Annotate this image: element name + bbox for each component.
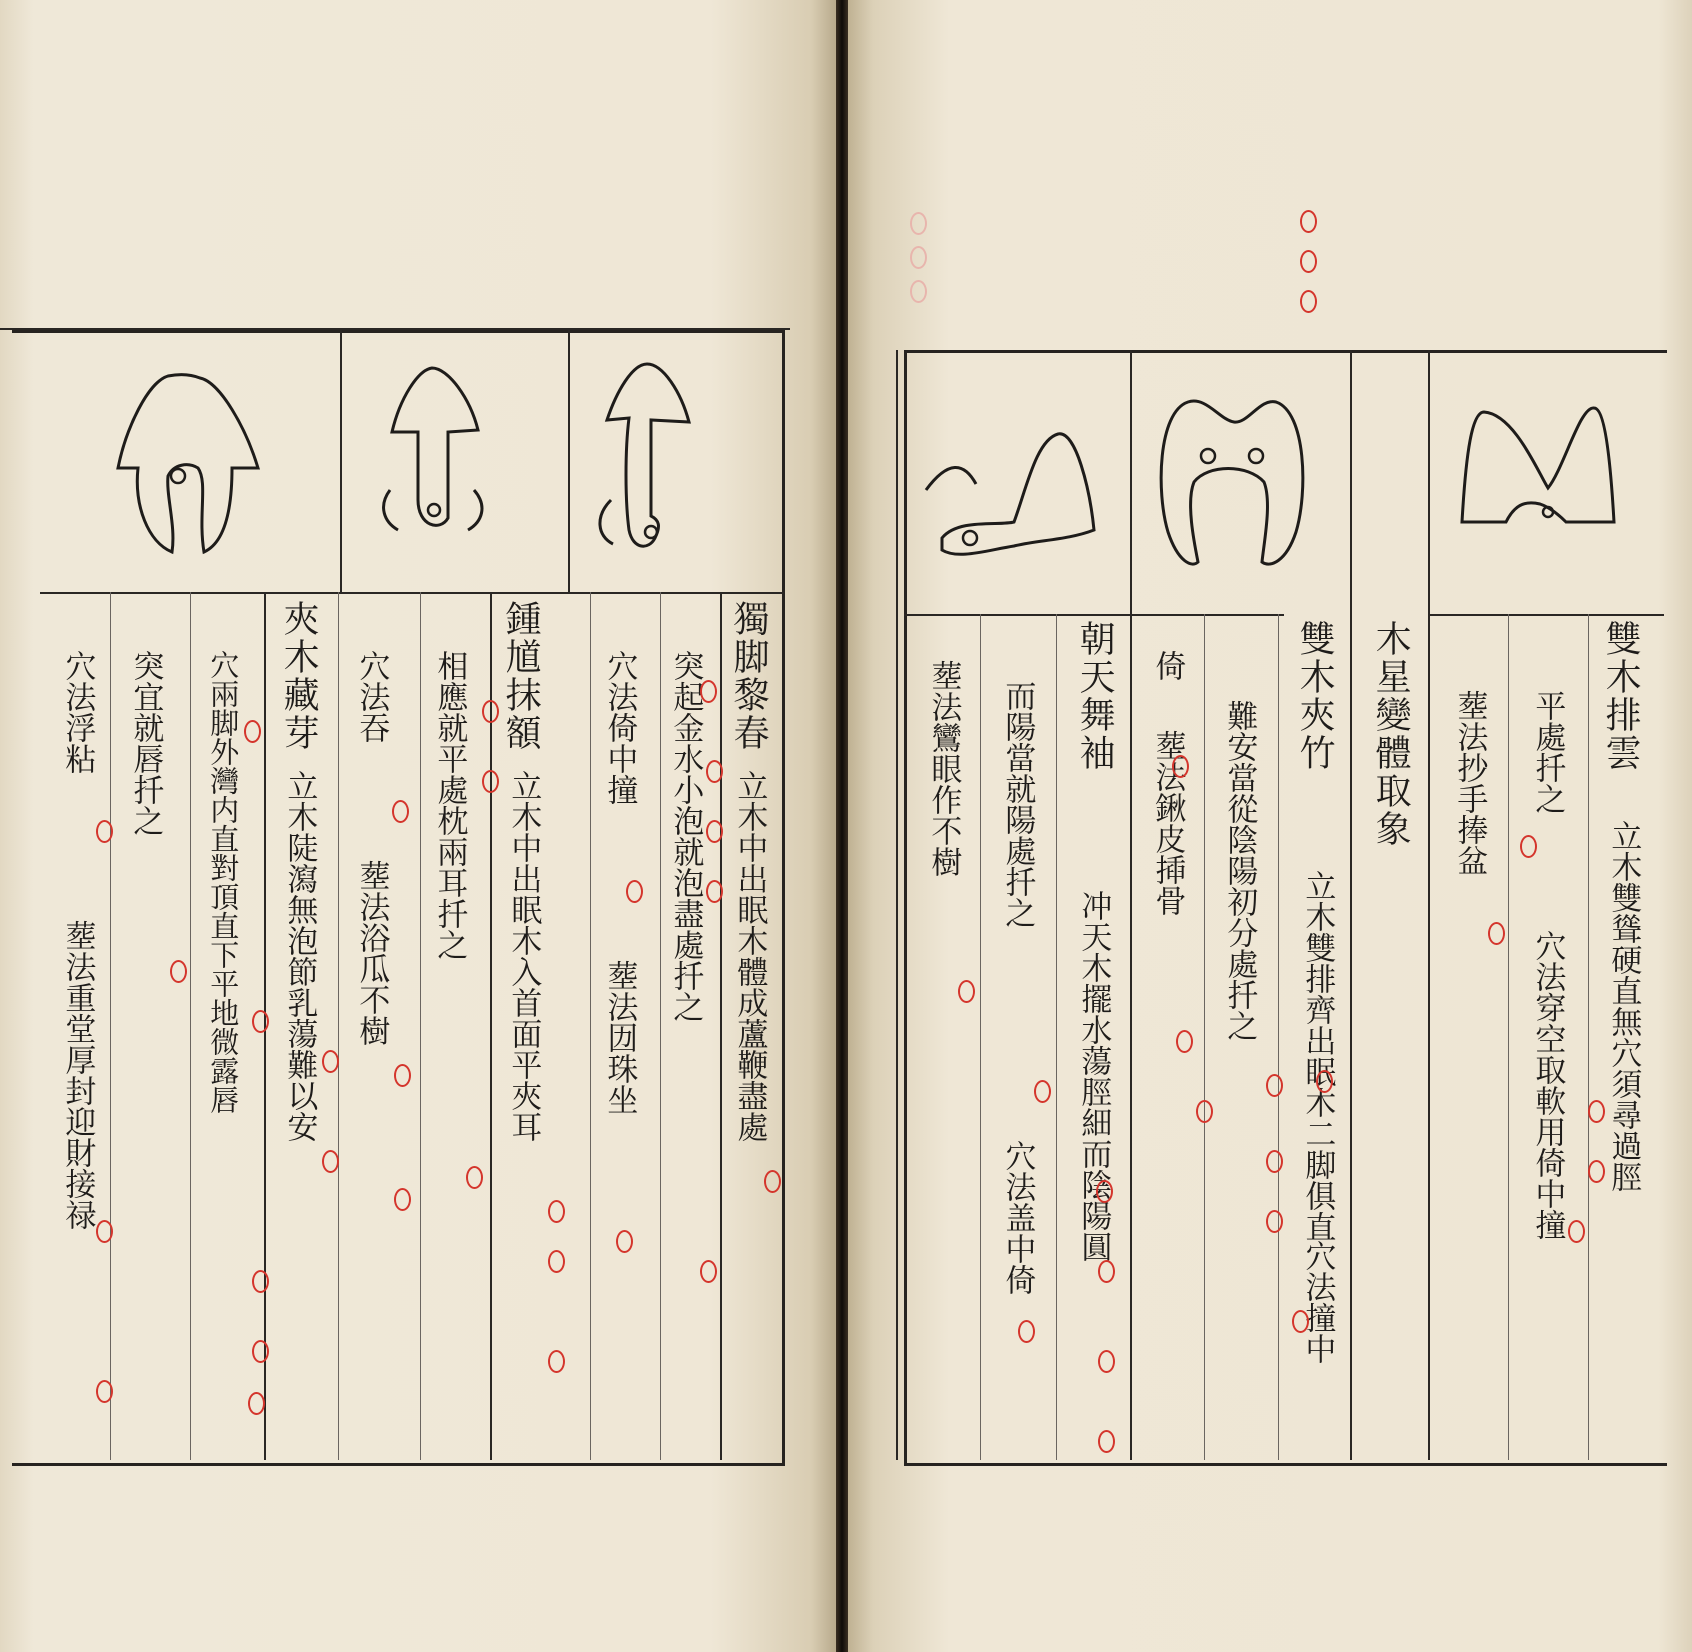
text-column bbox=[1524, 690, 1570, 814]
title-text: 獨脚黎春 bbox=[728, 600, 770, 752]
title-text: 雙木夾竹 bbox=[1294, 620, 1336, 772]
right-column-divider bbox=[1278, 614, 1279, 1460]
entry-title bbox=[1066, 620, 1122, 772]
line-text: 塟法浴瓜不樹 bbox=[353, 860, 390, 1046]
text-column bbox=[1600, 820, 1646, 1192]
red-circle-annotation bbox=[1266, 1074, 1283, 1097]
line-text: 平處扦之 bbox=[1529, 690, 1566, 814]
text-column bbox=[348, 860, 394, 1046]
mountain-diagram-hidden-bud bbox=[108, 356, 288, 566]
line-text: 穴兩脚外灣内直對頂直下平地微露唇 bbox=[206, 650, 241, 1114]
line-text: 穴法吞 bbox=[353, 650, 390, 743]
left-column-divider bbox=[660, 592, 661, 1460]
title-text: 鍾馗抹額 bbox=[500, 600, 542, 752]
mountain-diagram-twin-peaks bbox=[1444, 372, 1654, 572]
red-circle-annotation bbox=[548, 1350, 565, 1373]
red-circle-annotation bbox=[1196, 1100, 1213, 1123]
text-column bbox=[122, 650, 168, 836]
red-circle-annotation bbox=[394, 1188, 411, 1211]
red-circle-annotation bbox=[322, 1150, 339, 1173]
right-column-divider bbox=[1508, 614, 1509, 1460]
book-gutter bbox=[836, 0, 848, 1652]
red-circle-annotation bbox=[466, 1166, 483, 1189]
red-circle-annotation bbox=[482, 700, 499, 723]
red-circle-annotation bbox=[1316, 1070, 1333, 1093]
red-circle-annotation bbox=[170, 960, 187, 983]
red-circle-annotation bbox=[1098, 1260, 1115, 1283]
red-circle-annotation bbox=[1300, 250, 1317, 273]
line-text: 而陽當就陽處扦之 bbox=[999, 680, 1036, 928]
red-circle-annotation bbox=[1018, 1320, 1035, 1343]
right-column-divider bbox=[980, 614, 981, 1460]
right-column-divider bbox=[1130, 614, 1132, 1460]
right-page bbox=[848, 0, 1692, 1652]
text-column bbox=[994, 1140, 1040, 1295]
line-text: 穴法盖中倚 bbox=[999, 1140, 1036, 1295]
left-column-divider bbox=[590, 592, 591, 1460]
red-circle-annotation bbox=[322, 1050, 339, 1073]
left-page bbox=[0, 0, 836, 1652]
left-panel-divider bbox=[568, 330, 570, 592]
title-text: 夾木藏芽 bbox=[278, 600, 320, 752]
left-column-divider bbox=[338, 592, 339, 1460]
right-panel-divider bbox=[1350, 350, 1352, 1460]
text-column bbox=[276, 770, 322, 1142]
text-column bbox=[994, 680, 1040, 928]
left-column-divider bbox=[190, 592, 191, 1460]
line-text: 立木陡瀉無泡節乳蕩難以安 bbox=[281, 770, 318, 1142]
right-panel-divider bbox=[1130, 350, 1132, 614]
red-circle-annotation bbox=[482, 770, 499, 793]
title-text: 雙木排雲 bbox=[1600, 620, 1642, 772]
red-circle-annotation bbox=[1568, 1220, 1585, 1243]
line-text: 穴法穿空取軟用倚中撞 bbox=[1529, 930, 1566, 1240]
mountain-diagram-single-foot bbox=[585, 350, 715, 560]
mountain-diagram-zhong-kui bbox=[378, 350, 508, 560]
red-circle-annotation bbox=[700, 680, 717, 703]
text-column bbox=[1216, 700, 1262, 1041]
red-circle-annotation bbox=[706, 760, 723, 783]
entry-title bbox=[1286, 620, 1342, 772]
text-column bbox=[920, 660, 966, 877]
line-text: 塟法鸞眼作不樹 bbox=[925, 660, 962, 877]
right-panel-divider bbox=[1428, 350, 1430, 1460]
text-column bbox=[200, 650, 246, 1114]
text-column bbox=[596, 960, 642, 1115]
red-circle-annotation bbox=[96, 1380, 113, 1403]
text-column bbox=[662, 650, 708, 1022]
line-text: 突宜就唇扦之 bbox=[127, 650, 164, 836]
red-circle-annotation bbox=[392, 800, 409, 823]
line-text: 冲天木擺水蕩脛細而陰陽圓 bbox=[1075, 890, 1112, 1262]
line-text: 立木雙排齊出眠木二脚俱直 bbox=[1299, 870, 1336, 1242]
line-text: 難安當從陰陽初分處扦之 bbox=[1221, 700, 1258, 1041]
red-circle-annotation bbox=[248, 1392, 265, 1415]
line-text: 穴法倚中撞 bbox=[601, 650, 638, 805]
text-column bbox=[1294, 1240, 1340, 1364]
right-frame-outer bbox=[896, 350, 898, 1460]
mountain-diagram-dancing-sleeve bbox=[918, 400, 1123, 580]
red-circle-annotation bbox=[706, 820, 723, 843]
text-column bbox=[1524, 930, 1570, 1240]
faded-circle-annotation bbox=[910, 280, 927, 303]
line-text: 塟法重堂厚封迎財接禄 bbox=[59, 920, 96, 1230]
left-diagram-divider bbox=[40, 592, 784, 594]
line-text: 立木中出眠木體成蘆鞭盡處 bbox=[731, 770, 768, 1142]
red-circle-annotation bbox=[252, 1010, 269, 1033]
red-circle-annotation bbox=[1588, 1160, 1605, 1183]
line-text: 穴法浮粘 bbox=[59, 650, 96, 774]
red-circle-annotation bbox=[252, 1340, 269, 1363]
left-column-divider bbox=[420, 592, 421, 1460]
red-circle-annotation bbox=[548, 1250, 565, 1273]
red-circle-annotation bbox=[1292, 1310, 1309, 1333]
right-column-divider bbox=[1204, 614, 1205, 1460]
text-column bbox=[500, 770, 546, 1142]
red-circle-annotation bbox=[1172, 755, 1189, 778]
red-circle-annotation bbox=[1520, 835, 1537, 858]
red-circle-annotation bbox=[706, 880, 723, 903]
line-text: 立木中出眠木入首面平夾耳 bbox=[505, 770, 542, 1142]
entry-title bbox=[1592, 620, 1648, 772]
red-circle-annotation bbox=[244, 720, 261, 743]
left-column-divider bbox=[110, 592, 111, 1460]
section-heading bbox=[1360, 620, 1420, 848]
text-column bbox=[54, 650, 100, 774]
text-column bbox=[426, 650, 472, 960]
text-column bbox=[1446, 690, 1492, 876]
line-text: 穴法撞中 bbox=[1299, 1240, 1336, 1364]
faded-circle-annotation bbox=[910, 246, 927, 269]
red-circle-annotation bbox=[1266, 1210, 1283, 1233]
text-column bbox=[726, 770, 772, 1142]
red-circle-annotation bbox=[1488, 922, 1505, 945]
red-circle-annotation bbox=[958, 980, 975, 1003]
right-diagram-divider bbox=[1428, 614, 1664, 616]
red-circle-annotation bbox=[1266, 1150, 1283, 1173]
red-circle-annotation bbox=[1034, 1080, 1051, 1103]
left-panel-divider bbox=[340, 330, 342, 592]
red-circle-annotation bbox=[700, 1260, 717, 1283]
red-circle-annotation bbox=[1098, 1430, 1115, 1453]
line-text: 塟法抄手捧盆 bbox=[1451, 690, 1488, 876]
red-circle-annotation bbox=[252, 1270, 269, 1293]
left-frame-top bbox=[0, 328, 790, 330]
line-text: 倚 bbox=[1149, 650, 1186, 681]
text-column bbox=[348, 650, 394, 743]
right-column-divider bbox=[1056, 614, 1057, 1460]
faded-circle-annotation bbox=[910, 212, 927, 235]
red-circle-annotation bbox=[1300, 290, 1317, 313]
red-circle-annotation bbox=[548, 1200, 565, 1223]
line-text: 突起金水小泡就泡盡處扦之 bbox=[667, 650, 704, 1022]
entry-title bbox=[272, 600, 324, 752]
red-circle-annotation bbox=[626, 880, 643, 903]
text-column bbox=[1144, 650, 1190, 681]
line-text: 立木雙聳硬直無穴須尋過脛 bbox=[1605, 820, 1642, 1192]
heading-text: 木星變體取象 bbox=[1370, 620, 1412, 848]
red-circle-annotation bbox=[1588, 1100, 1605, 1123]
text-column bbox=[596, 650, 642, 805]
red-circle-annotation bbox=[1176, 1030, 1193, 1053]
red-circle-annotation bbox=[1096, 1180, 1113, 1203]
line-text: 塟法㘞珠坐 bbox=[601, 960, 638, 1115]
line-text: 相應就平處枕兩耳扦之 bbox=[431, 650, 468, 960]
red-circle-annotation bbox=[1300, 210, 1317, 233]
entry-title bbox=[494, 600, 546, 752]
red-circle-annotation bbox=[96, 820, 113, 843]
red-circle-annotation bbox=[1098, 1350, 1115, 1373]
right-column-divider bbox=[1588, 614, 1589, 1460]
line-text: 塟法鍬皮揷骨 bbox=[1149, 730, 1186, 916]
text-column bbox=[54, 920, 100, 1230]
red-circle-annotation bbox=[394, 1064, 411, 1087]
right-diagram-divider bbox=[904, 614, 1284, 616]
title-text: 朝天舞袖 bbox=[1074, 620, 1116, 772]
red-circle-annotation bbox=[616, 1230, 633, 1253]
mountain-diagram-twin-tree bbox=[1148, 372, 1338, 592]
text-column bbox=[1294, 870, 1340, 1242]
red-circle-annotation bbox=[764, 1170, 781, 1193]
text-column bbox=[1070, 890, 1116, 1262]
entry-title bbox=[722, 600, 774, 752]
red-circle-annotation bbox=[96, 1220, 113, 1243]
